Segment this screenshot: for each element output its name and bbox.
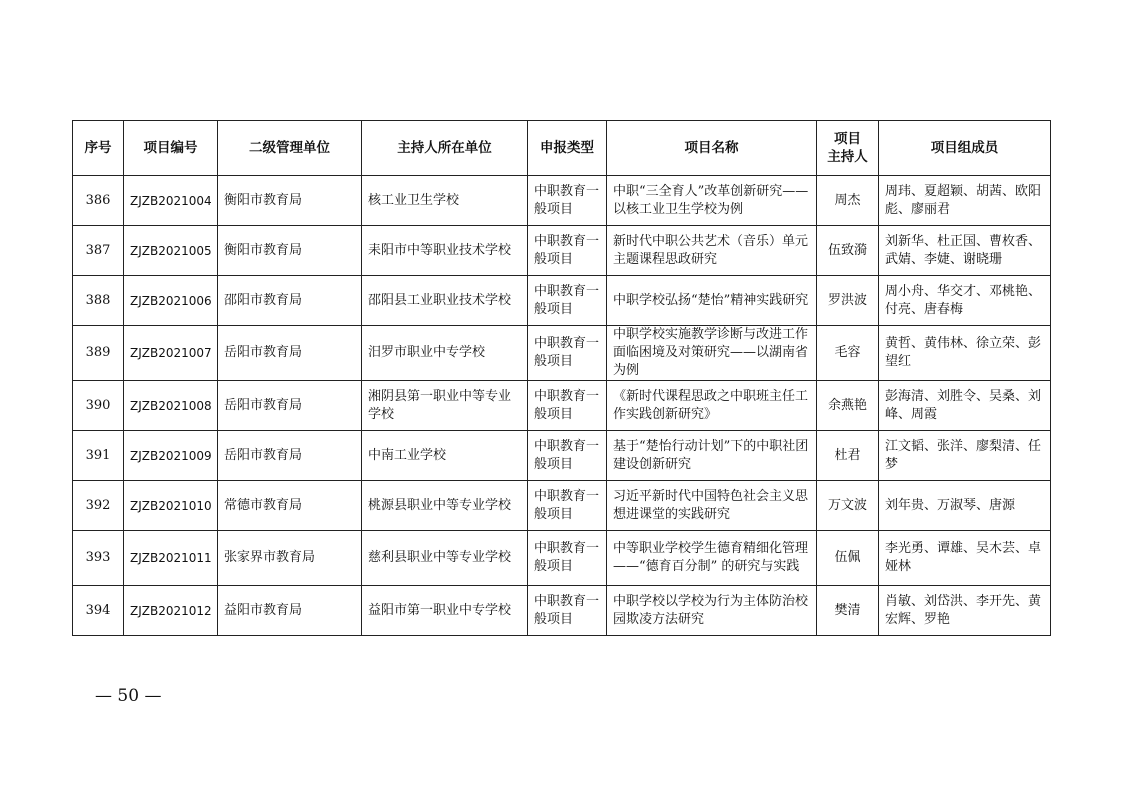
project-name-cell: 基于“楚怡行动计划”下的中职社团建设创新研究 bbox=[607, 431, 817, 481]
project-members-cell: 刘新华、杜正国、曹枚香、武婧、李婕、谢晓珊 bbox=[879, 226, 1051, 276]
project-code-cell: ZJZB2021004 bbox=[124, 176, 218, 226]
table-row bbox=[73, 176, 1051, 226]
row-number-cell: 393 bbox=[73, 531, 124, 586]
row-number-cell: 394 bbox=[73, 586, 124, 636]
project-host-cell: 伍致漪 bbox=[817, 226, 879, 276]
host-unit-cell: 汨罗市职业中专学校 bbox=[362, 326, 528, 381]
application-type-cell: 中职教育一般项目 bbox=[528, 226, 607, 276]
table-row bbox=[73, 481, 1051, 531]
host-unit-cell: 邵阳县工业职业技术学校 bbox=[362, 276, 528, 326]
application-type-cell: 中职教育一般项目 bbox=[528, 381, 607, 431]
application-type-cell: 中职教育一般项目 bbox=[528, 326, 607, 381]
application-type-cell: 中职教育一般项目 bbox=[528, 276, 607, 326]
row-number-cell: 392 bbox=[73, 481, 124, 531]
admin-unit-cell: 常德市教育局 bbox=[218, 481, 362, 531]
project-host-cell: 罗洪波 bbox=[817, 276, 879, 326]
table-row bbox=[73, 431, 1051, 481]
application-type-cell: 中职教育一般项目 bbox=[528, 176, 607, 226]
header-cell: 申报类型 bbox=[528, 121, 607, 176]
page-number: — 50 — bbox=[95, 686, 162, 706]
header-cell: 项目 主持人 bbox=[817, 121, 879, 176]
header-cell: 序号 bbox=[73, 121, 124, 176]
project-name-cell: 《新时代课程思政之中职班主任工作实践创新研究》 bbox=[607, 381, 817, 431]
application-type-cell: 中职教育一般项目 bbox=[528, 586, 607, 636]
row-number-cell: 391 bbox=[73, 431, 124, 481]
table-row bbox=[73, 586, 1051, 636]
host-unit-cell: 慈利县职业中等专业学校 bbox=[362, 531, 528, 586]
project-host-cell: 余燕艳 bbox=[817, 381, 879, 431]
table-header-row bbox=[73, 121, 1051, 176]
project-members-cell: 彭海清、刘胜令、吴桑、刘峰、周霞 bbox=[879, 381, 1051, 431]
project-members-cell: 周小舟、华交才、邓桃艳、付亮、唐春梅 bbox=[879, 276, 1051, 326]
project-members-cell: 黄哲、黄伟林、徐立荣、彭望红 bbox=[879, 326, 1051, 381]
table-row bbox=[73, 326, 1051, 381]
project-code-cell: ZJZB2021012 bbox=[124, 586, 218, 636]
table-row bbox=[73, 276, 1051, 326]
admin-unit-cell: 邵阳市教育局 bbox=[218, 276, 362, 326]
project-code-cell: ZJZB2021011 bbox=[124, 531, 218, 586]
project-name-cell: 习近平新时代中国特色社会主义思想进课堂的实践研究 bbox=[607, 481, 817, 531]
admin-unit-cell: 衡阳市教育局 bbox=[218, 176, 362, 226]
host-unit-cell: 湘阴县第一职业中等专业学校 bbox=[362, 381, 528, 431]
project-host-cell: 万文波 bbox=[817, 481, 879, 531]
project-members-cell: 李光勇、谭雄、吴木芸、卓娅林 bbox=[879, 531, 1051, 586]
admin-unit-cell: 益阳市教育局 bbox=[218, 586, 362, 636]
admin-unit-cell: 衡阳市教育局 bbox=[218, 226, 362, 276]
admin-unit-cell: 岳阳市教育局 bbox=[218, 381, 362, 431]
project-table bbox=[72, 120, 1051, 636]
header-cell: 项目名称 bbox=[607, 121, 817, 176]
project-code-cell: ZJZB2021009 bbox=[124, 431, 218, 481]
project-host-cell: 伍佩 bbox=[817, 531, 879, 586]
table-row bbox=[73, 226, 1051, 276]
project-name-cell: 中职学校实施教学诊断与改进工作面临困境及对策研究——以湖南省为例 bbox=[607, 326, 817, 381]
header-cell: 项目组成员 bbox=[879, 121, 1051, 176]
admin-unit-cell: 岳阳市教育局 bbox=[218, 431, 362, 481]
project-name-cell: 中职“三全育人”改革创新研究——以核工业卫生学校为例 bbox=[607, 176, 817, 226]
row-number-cell: 389 bbox=[73, 326, 124, 381]
project-host-cell: 周杰 bbox=[817, 176, 879, 226]
project-members-cell: 江文韬、张洋、廖梨清、任梦 bbox=[879, 431, 1051, 481]
project-code-cell: ZJZB2021008 bbox=[124, 381, 218, 431]
project-name-cell: 中职学校以学校为行为主体防治校园欺凌方法研究 bbox=[607, 586, 817, 636]
host-unit-cell: 益阳市第一职业中专学校 bbox=[362, 586, 528, 636]
row-number-cell: 387 bbox=[73, 226, 124, 276]
host-unit-cell: 耒阳市中等职业技术学校 bbox=[362, 226, 528, 276]
host-unit-cell: 桃源县职业中等专业学校 bbox=[362, 481, 528, 531]
row-number-cell: 390 bbox=[73, 381, 124, 431]
project-code-cell: ZJZB2021010 bbox=[124, 481, 218, 531]
project-code-cell: ZJZB2021005 bbox=[124, 226, 218, 276]
header-cell: 项目编号 bbox=[124, 121, 218, 176]
admin-unit-cell: 岳阳市教育局 bbox=[218, 326, 362, 381]
project-name-cell: 新时代中职公共艺术（音乐）单元主题课程思政研究 bbox=[607, 226, 817, 276]
row-number-cell: 388 bbox=[73, 276, 124, 326]
row-number-cell: 386 bbox=[73, 176, 124, 226]
project-members-cell: 刘年贵、万淑琴、唐源 bbox=[879, 481, 1051, 531]
project-name-cell: 中职学校弘扬“楚怡”精神实践研究 bbox=[607, 276, 817, 326]
project-host-cell: 杜君 bbox=[817, 431, 879, 481]
project-code-cell: ZJZB2021006 bbox=[124, 276, 218, 326]
application-type-cell: 中职教育一般项目 bbox=[528, 481, 607, 531]
host-unit-cell: 核工业卫生学校 bbox=[362, 176, 528, 226]
project-host-cell: 毛容 bbox=[817, 326, 879, 381]
project-members-cell: 肖敏、刘岱洪、李开先、黄宏辉、罗艳 bbox=[879, 586, 1051, 636]
project-name-cell: 中等职业学校学生德育精细化管理——“德育百分制” 的研究与实践 bbox=[607, 531, 817, 586]
host-unit-cell: 中南工业学校 bbox=[362, 431, 528, 481]
header-cell: 主持人所在单位 bbox=[362, 121, 528, 176]
header-cell: 二级管理单位 bbox=[218, 121, 362, 176]
project-members-cell: 周玮、夏超颖、胡茜、欧阳彪、廖丽君 bbox=[879, 176, 1051, 226]
project-code-cell: ZJZB2021007 bbox=[124, 326, 218, 381]
admin-unit-cell: 张家界市教育局 bbox=[218, 531, 362, 586]
project-host-cell: 樊清 bbox=[817, 586, 879, 636]
table-row bbox=[73, 531, 1051, 586]
application-type-cell: 中职教育一般项目 bbox=[528, 531, 607, 586]
table-row bbox=[73, 381, 1051, 431]
application-type-cell: 中职教育一般项目 bbox=[528, 431, 607, 481]
